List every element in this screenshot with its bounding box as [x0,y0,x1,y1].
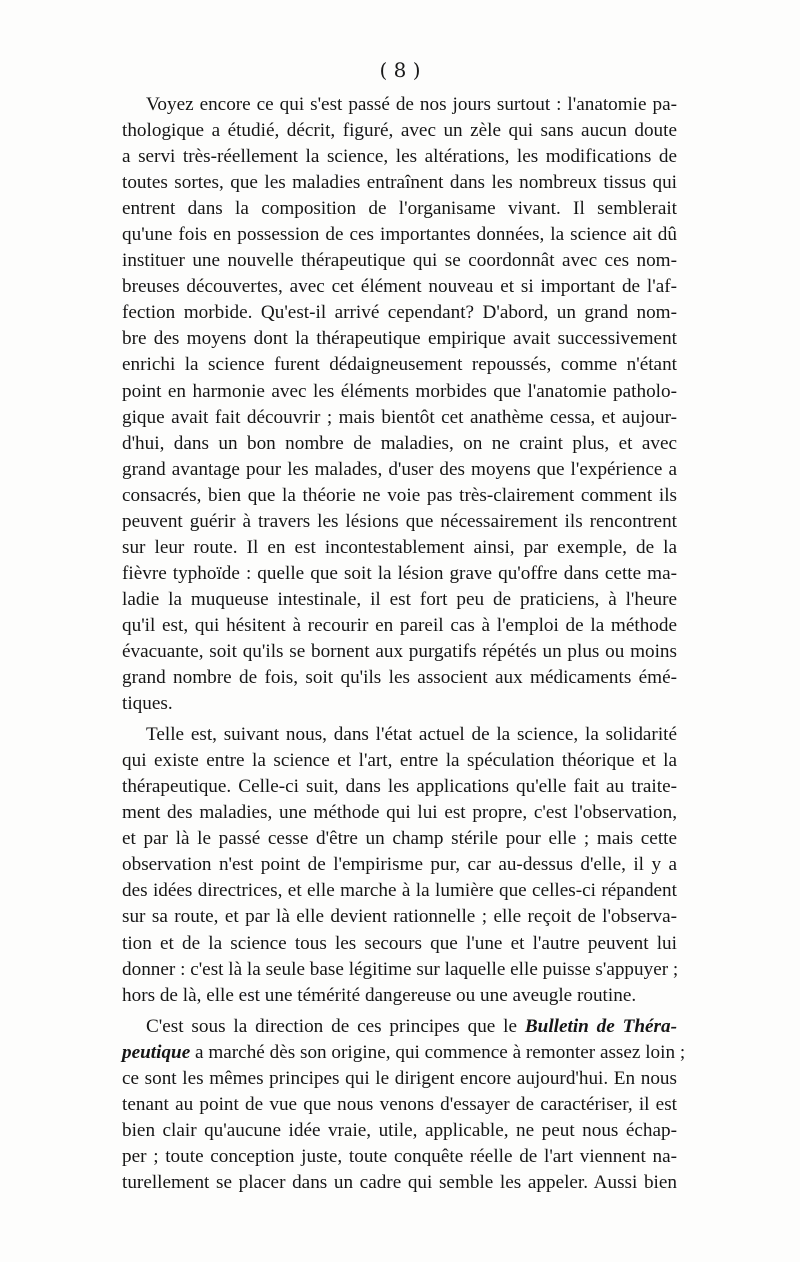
text-line: donner : c'est là la seule base légitime sur laquelle elle puisse s'appuyer ; [122,958,679,980]
text-line: fection morbide. Qu'est-il arrivé cependant? D'abord, un grand nom- [122,302,677,324]
text-line: grand nombre de fois, soit qu'ils les associent aux médicaments émé- [122,667,677,689]
text-line: thérapeutique. Celle-ci suit, dans les applications qu'elle fait au traite- [122,776,677,798]
text-line: hors de là, elle est une témérité dangereuse ou une aveugle routine. [122,984,637,1006]
text-line: thologique a étudié, décrit, figuré, avec un zèle qui sans aucun doute [122,120,677,142]
text-line: qu'il est, qui hésitent à recourir en pareil cas à l'emploi de la méthode [122,614,677,636]
journal-title-part-1: Bulletin de Théra- [524,1015,678,1037]
text-line [122,1040,686,1066]
text-line: per ; toute conception juste, toute conquête réelle de l'art viennent na- [122,1145,677,1167]
text-line: turellement se placer dans un cadre qui semble les appeler. Aussi bien [122,1171,677,1193]
text-line: grand avantage pour les malades, d'user des moyens que l'expérience a [122,458,677,480]
text-line: consacrés, bien que la théorie ne voie pas très-clairement comment ils [122,484,677,506]
text-line: sur leur route. Il en est incontestablement ainsi, par exemple, de la [122,536,677,558]
text-line: Voyez encore ce qui s'est passé de nos jours surtout : l'anatomie pa- [146,94,677,115]
text-line: des idées directrices, et elle marche à la lumière que celles-ci répandent [122,880,677,902]
text-line: d'hui, dans un bon nombre de maladies, on ne craint plus, et avec [122,432,677,454]
paragraph-1 [122,92,677,717]
text-line: bre des moyens dont la thérapeutique empirique avait successivement [122,328,677,350]
text-line: tenant au point de vue que nous venons d'essayer de caractériser, il est [122,1093,677,1115]
text-line: bien clair qu'aucune idée vraie, utile, applicable, ne peut nous échap- [122,1119,677,1141]
text-line: tion et de la science tous les secours que l'une et l'autre peuvent lui [122,932,677,954]
text-line: qu'une fois en possession de ces importantes données, la science ait dû [122,224,677,246]
text-line: sur sa route, et par là elle devient rationnelle ; elle reçoit de l'observa- [122,906,677,928]
text-line: toutes sortes, que les maladies entraînent dans les nombreux tissus qui [122,172,677,194]
text-line: instituer une nouvelle thérapeutique qui se coordonnât avec ces nom- [122,250,677,272]
text-line: ladie la muqueuse intestinale, il est fort peu de praticiens, à l'heure [122,588,677,610]
text-run: a marché dès son origine, qui commence à remonter assez loin ; [190,1041,686,1063]
page-number: ( 8 ) [379,58,421,82]
text-line: breuses découvertes, avec cet élément nouveau et si important de l'af- [122,276,677,298]
text-line: qui existe entre la science et l'art, entre la spéculation théorique et la [122,750,677,772]
text-line: Telle est, suivant nous, dans l'état actuel de la science, la solidarité [146,724,677,746]
text-line: enrichi la science furent dédaigneusement repoussés, comme n'étant [122,354,677,376]
text-line: a servi très-réellement la science, les altérations, les modifications de [122,146,677,168]
text-line [122,1014,677,1040]
paragraph-3 [122,1014,686,1196]
text-line: tiques. [122,693,173,715]
text-run: C'est sous la direction de ces principes que le [146,1015,525,1037]
text-line: évacuante, soit qu'ils se bornent aux purgatifs répétés un plus ou moins [122,640,677,662]
text-line: observation n'est point de l'empirisme pur, car au-dessus d'elle, il y a [122,854,677,876]
text-line: entrent dans la composition de l'organisame vivant. Il semblerait [122,198,677,220]
text-line: gique avait fait découvrir ; mais bientôt cet anathème cessa, et aujour- [122,406,677,428]
text-line: et par là le passé cesse d'être un champ stérile pour elle ; mais cette [122,828,677,850]
text-line: point en harmonie avec les éléments morbides que l'anatomie patholo- [122,380,677,402]
body-text [122,92,686,1196]
journal-title-part-2: peutique [122,1041,191,1063]
text-line: peuvent guérir à travers les lésions que nécessairement ils rencontrent [122,510,677,532]
text-line: ce sont les mêmes principes qui le dirigent encore aujourd'hui. En nous [122,1067,677,1089]
text-line: fièvre typhoïde : quelle que soit la lésion grave qu'offre dans cette ma- [122,562,677,584]
paragraph-2 [122,722,677,1009]
text-line: ment des maladies, une méthode qui lui est propre, c'est l'observation, [122,802,677,824]
